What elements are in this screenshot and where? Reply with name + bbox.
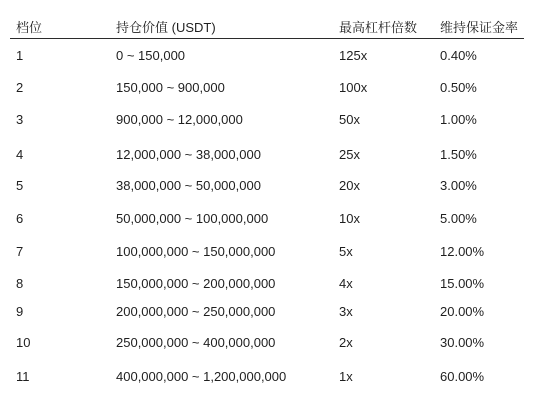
header-maintenance-margin: 维持保证金率 [440, 20, 519, 35]
cell-tier: 6 [16, 211, 24, 226]
cell-leverage: 10x [339, 211, 360, 226]
cell-tier: 4 [16, 147, 24, 162]
cell-margin: 20.00% [440, 304, 485, 319]
table-row [0, 270, 547, 300]
cell-margin: 0.40% [440, 48, 477, 63]
cell-tier: 5 [16, 178, 24, 193]
table-row [0, 74, 547, 104]
header-max-leverage: 最高杠杆倍数 [339, 20, 418, 35]
cell-tier: 3 [16, 112, 24, 127]
cell-position: 50,000,000 ~ 100,000,000 [116, 211, 269, 226]
cell-position: 200,000,000 ~ 250,000,000 [116, 304, 276, 319]
cell-margin: 5.00% [440, 211, 477, 226]
cell-margin: 60.00% [440, 369, 485, 384]
cell-tier: 2 [16, 80, 24, 95]
table-row [0, 172, 547, 202]
cell-tier: 9 [16, 304, 24, 319]
cell-position: 100,000,000 ~ 150,000,000 [116, 244, 276, 259]
cell-position: 250,000,000 ~ 400,000,000 [116, 335, 276, 350]
cell-leverage: 1x [339, 369, 353, 384]
cell-tier: 7 [16, 244, 24, 259]
cell-margin: 0.50% [440, 80, 477, 95]
cell-position: 12,000,000 ~ 38,000,000 [116, 147, 261, 162]
cell-position: 38,000,000 ~ 50,000,000 [116, 178, 261, 193]
table-row [0, 106, 547, 136]
cell-leverage: 5x [339, 244, 353, 259]
cell-position: 150,000,000 ~ 200,000,000 [116, 276, 276, 291]
cell-margin: 1.50% [440, 147, 477, 162]
cell-tier: 1 [16, 48, 24, 63]
cell-leverage: 2x [339, 335, 353, 350]
table-row [0, 141, 547, 171]
cell-margin: 30.00% [440, 335, 485, 350]
cell-leverage: 100x [339, 80, 368, 95]
cell-tier: 8 [16, 276, 24, 291]
cell-leverage: 25x [339, 147, 360, 162]
cell-margin: 1.00% [440, 112, 477, 127]
cell-leverage: 125x [339, 48, 368, 63]
table-row [0, 238, 547, 268]
table-row [0, 329, 547, 359]
table-row [0, 363, 547, 393]
cell-tier: 10 [16, 335, 31, 350]
cell-leverage: 50x [339, 112, 360, 127]
cell-position: 0 ~ 150,000 [116, 48, 186, 63]
cell-position: 400,000,000 ~ 1,200,000,000 [116, 369, 287, 384]
cell-margin: 15.00% [440, 276, 485, 291]
table-row [0, 42, 547, 72]
header-tier: 档位 [16, 20, 43, 35]
table-row [0, 298, 547, 328]
cell-position: 150,000 ~ 900,000 [116, 80, 225, 95]
cell-margin: 3.00% [440, 178, 477, 193]
table-row [0, 205, 547, 235]
cell-position: 900,000 ~ 12,000,000 [116, 112, 243, 127]
cell-tier: 11 [16, 369, 30, 384]
cell-margin: 12.00% [440, 244, 485, 259]
header-position-value: 持仓价值 (USDT) [116, 20, 216, 35]
cell-leverage: 3x [339, 304, 353, 319]
cell-leverage: 4x [339, 276, 353, 291]
cell-leverage: 20x [339, 178, 360, 193]
